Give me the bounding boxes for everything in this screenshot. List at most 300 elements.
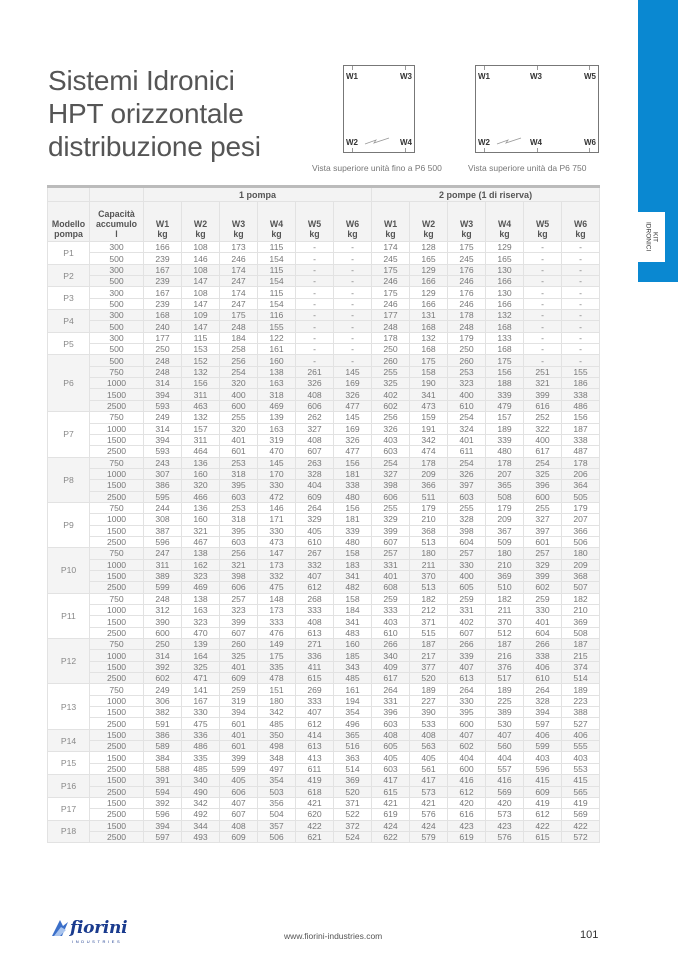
- weight-cell: 524: [334, 831, 372, 842]
- weight-cell: 333: [372, 605, 410, 616]
- weight-cell: 246: [448, 298, 486, 309]
- capacity-cell: 2500: [90, 582, 144, 593]
- capacity-cell: 1000: [90, 423, 144, 434]
- weight-cell: 163: [258, 423, 296, 434]
- weight-cell: 254: [220, 366, 258, 377]
- weight-cell: 602: [524, 582, 562, 593]
- col-header-w4: W4 kg: [258, 202, 296, 242]
- weight-cell: 151: [258, 684, 296, 695]
- capacity-cell: 2500: [90, 741, 144, 752]
- weight-cell: 319: [258, 434, 296, 445]
- weight-cell: 354: [334, 707, 372, 718]
- weight-cell: 390: [144, 616, 182, 627]
- weight-cell: 490: [182, 786, 220, 797]
- table-row: [48, 468, 600, 479]
- weight-cell: 136: [182, 457, 220, 468]
- weight-cell: 138: [258, 366, 296, 377]
- weight-cell: 323: [448, 378, 486, 389]
- weight-cell: 342: [410, 434, 448, 445]
- weight-cell: 400: [524, 434, 562, 445]
- weight-cell: 368: [410, 525, 448, 536]
- weight-cell: 516: [334, 741, 372, 752]
- weight-cell: 322: [524, 423, 562, 434]
- weight-cell: 477: [334, 446, 372, 457]
- weight-cell: 161: [334, 684, 372, 695]
- table-row: [48, 514, 600, 525]
- weight-cell: 421: [410, 797, 448, 808]
- weight-cell: 601: [220, 446, 258, 457]
- weight-cell: 179: [410, 502, 448, 513]
- table-row: [48, 570, 600, 581]
- weight-cell: 209: [486, 514, 524, 525]
- label-w1: W1: [478, 72, 490, 81]
- arrow-icon: [496, 137, 522, 145]
- table-row: [48, 491, 600, 502]
- col-header-w3: W3 kg: [220, 202, 258, 242]
- table-row: [48, 616, 600, 627]
- weight-cell: 390: [410, 707, 448, 718]
- weight-cell: -: [334, 332, 372, 343]
- weight-cell: 156: [562, 412, 600, 423]
- weight-cell: 610: [296, 536, 334, 547]
- weight-cell: 407: [448, 729, 486, 740]
- weight-cell: 264: [296, 502, 334, 513]
- capacity-cell: 2500: [90, 400, 144, 411]
- weight-cell: 217: [410, 650, 448, 661]
- weight-cell: -: [524, 276, 562, 287]
- weight-cell: 158: [334, 593, 372, 604]
- weight-cell: 207: [486, 468, 524, 479]
- weight-cell: 132: [410, 332, 448, 343]
- weight-cell: 211: [410, 559, 448, 570]
- weight-cell: 620: [296, 809, 334, 820]
- weight-cell: 266: [448, 639, 486, 650]
- capacity-cell: 300: [90, 264, 144, 275]
- weight-cell: 328: [296, 468, 334, 479]
- weight-cell: 178: [372, 332, 410, 343]
- weight-cell: 517: [486, 673, 524, 684]
- weight-cell: 190: [410, 378, 448, 389]
- weight-cell: 329: [372, 514, 410, 525]
- weight-cell: 254: [448, 457, 486, 468]
- weight-cell: -: [562, 287, 600, 298]
- weight-cell: 573: [410, 786, 448, 797]
- weight-cell: 248: [220, 321, 258, 332]
- weight-cell: 420: [486, 797, 524, 808]
- weight-cell: -: [296, 355, 334, 366]
- weight-cell: 260: [448, 355, 486, 366]
- weight-cell: 320: [220, 423, 258, 434]
- table-row: [48, 684, 600, 695]
- weight-cell: 403: [372, 616, 410, 627]
- weight-cell: 423: [486, 820, 524, 831]
- weight-cell: 257: [372, 548, 410, 559]
- weight-cell: 255: [220, 412, 258, 423]
- weight-cell: 256: [372, 412, 410, 423]
- model-cell: P16: [48, 775, 90, 798]
- weight-cell: 175: [448, 242, 486, 253]
- weight-cell: 264: [372, 684, 410, 695]
- weight-cell: 129: [410, 264, 448, 275]
- weight-cell: 308: [144, 514, 182, 525]
- weight-cell: -: [524, 310, 562, 321]
- weight-cell: 132: [182, 412, 220, 423]
- table-row: [48, 593, 600, 604]
- weight-cell: 603: [220, 491, 258, 502]
- weight-cell: 154: [258, 276, 296, 287]
- model-cell: P11: [48, 593, 90, 638]
- capacity-cell: 2500: [90, 763, 144, 774]
- weight-cell: -: [334, 298, 372, 309]
- weight-cell: 367: [486, 525, 524, 536]
- weight-cell: 356: [258, 797, 296, 808]
- weight-cell: 377: [410, 661, 448, 672]
- weight-cell: 166: [486, 298, 524, 309]
- weight-cell: 333: [258, 616, 296, 627]
- weight-cell: 572: [562, 831, 600, 842]
- weight-cell: 612: [448, 786, 486, 797]
- weight-cell: 173: [258, 559, 296, 570]
- weight-cell: 194: [334, 695, 372, 706]
- table-row: [48, 423, 600, 434]
- weight-cell: 366: [410, 480, 448, 491]
- weight-cell: -: [562, 332, 600, 343]
- capacity-cell: 2500: [90, 491, 144, 502]
- weight-cell: -: [562, 264, 600, 275]
- weight-cell: 339: [486, 389, 524, 400]
- weight-cell: 157: [486, 412, 524, 423]
- weight-cell: 253: [220, 457, 258, 468]
- weight-cell: 323: [220, 605, 258, 616]
- weight-cell: 417: [410, 775, 448, 786]
- weight-cell: 600: [144, 627, 182, 638]
- weight-cell: 406: [524, 661, 562, 672]
- table-row: [48, 820, 600, 831]
- weight-cell: 384: [144, 752, 182, 763]
- capacity-cell: 1500: [90, 389, 144, 400]
- weight-cell: 331: [372, 559, 410, 570]
- weight-cell: 250: [144, 344, 182, 355]
- weight-cell: 108: [182, 287, 220, 298]
- weight-cell: 147: [258, 548, 296, 559]
- weight-cell: -: [562, 253, 600, 264]
- weight-cell: 397: [524, 525, 562, 536]
- capacity-cell: 2500: [90, 786, 144, 797]
- weight-cell: 311: [182, 389, 220, 400]
- weight-cell: 506: [562, 536, 600, 547]
- weight-cell: 607: [220, 809, 258, 820]
- weight-cell: 395: [448, 707, 486, 718]
- weight-cell: 613: [448, 673, 486, 684]
- label-w2: W2: [478, 138, 490, 147]
- weight-cell: 259: [220, 684, 258, 695]
- weight-cell: 321: [220, 559, 258, 570]
- weight-cell: 165: [410, 253, 448, 264]
- weight-cell: 225: [486, 695, 524, 706]
- weight-cell: 513: [410, 582, 448, 593]
- capacity-cell: 1000: [90, 650, 144, 661]
- capacity-cell: 1500: [90, 707, 144, 718]
- capacity-cell: 1500: [90, 570, 144, 581]
- capacity-cell: 500: [90, 253, 144, 264]
- weight-cell: 408: [296, 616, 334, 627]
- weight-cell: 186: [562, 378, 600, 389]
- weight-cell: 475: [258, 582, 296, 593]
- weight-cell: 320: [182, 480, 220, 491]
- weight-cell: 561: [410, 763, 448, 774]
- weight-cell: -: [296, 276, 334, 287]
- weight-cell: 606: [220, 786, 258, 797]
- weight-cell: 395: [220, 480, 258, 491]
- weight-cell: 477: [334, 400, 372, 411]
- weight-cell: -: [562, 298, 600, 309]
- weight-cell: 246: [372, 276, 410, 287]
- table-row: [48, 763, 600, 774]
- weight-cell: 178: [448, 310, 486, 321]
- weight-cell: 557: [486, 763, 524, 774]
- weight-cell: 251: [524, 366, 562, 377]
- capacity-cell: 500: [90, 298, 144, 309]
- weight-cell: 260: [372, 355, 410, 366]
- weight-cell: 560: [486, 741, 524, 752]
- weight-cell: 145: [334, 366, 372, 377]
- weight-cell: 209: [562, 559, 600, 570]
- weight-cell: 513: [410, 536, 448, 547]
- weight-cell: 422: [296, 820, 334, 831]
- model-cell: P8: [48, 457, 90, 502]
- weight-cell: 239: [144, 298, 182, 309]
- weight-cell: 245: [372, 253, 410, 264]
- weight-cell: 485: [334, 673, 372, 684]
- diagram-small-caption: Vista superiore unità fino a P6 500: [312, 163, 442, 173]
- weight-cell: 319: [220, 695, 258, 706]
- weight-cell: 177: [144, 332, 182, 343]
- weight-cell: 158: [410, 366, 448, 377]
- weight-cell: 165: [486, 253, 524, 264]
- capacity-cell: 750: [90, 457, 144, 468]
- table-row: [48, 253, 600, 264]
- weight-cell: 421: [296, 797, 334, 808]
- weight-cell: 421: [372, 797, 410, 808]
- weight-cell: 227: [410, 695, 448, 706]
- label-w3: W3: [530, 72, 542, 81]
- weight-cell: 576: [410, 809, 448, 820]
- weight-cell: 563: [410, 741, 448, 752]
- weight-cell: 611: [296, 763, 334, 774]
- model-cell: P1: [48, 242, 90, 265]
- weight-cell: 129: [410, 287, 448, 298]
- capacity-cell: 300: [90, 287, 144, 298]
- weight-cell: 324: [448, 423, 486, 434]
- capacity-cell: 1500: [90, 752, 144, 763]
- table-row: [48, 741, 600, 752]
- weight-cell: 409: [372, 661, 410, 672]
- capacity-cell: 1500: [90, 661, 144, 672]
- weight-cell: 369: [486, 570, 524, 581]
- weight-cell: 617: [524, 446, 562, 457]
- weight-cell: 326: [334, 434, 372, 445]
- weight-cell: 340: [182, 775, 220, 786]
- weight-cell: -: [296, 287, 334, 298]
- weight-cell: 115: [182, 332, 220, 343]
- weight-cell: 508: [486, 491, 524, 502]
- weight-cell: 365: [486, 480, 524, 491]
- weight-cell: 401: [220, 434, 258, 445]
- weight-cell: 612: [524, 809, 562, 820]
- capacity-cell: 1000: [90, 514, 144, 525]
- weight-cell: 599: [144, 582, 182, 593]
- weight-cell: 248: [372, 321, 410, 332]
- weight-cell: 152: [182, 355, 220, 366]
- weight-cell: 314: [144, 378, 182, 389]
- table-row: [48, 559, 600, 570]
- weight-cell: 407: [220, 797, 258, 808]
- weight-cell: 594: [144, 786, 182, 797]
- weight-cell: 415: [524, 775, 562, 786]
- weight-cell: 599: [220, 763, 258, 774]
- weight-cell: 175: [258, 650, 296, 661]
- weight-cell: 109: [182, 310, 220, 321]
- weight-cell: 485: [258, 718, 296, 729]
- fiorini-logo: [50, 918, 128, 944]
- weight-cell: 579: [410, 831, 448, 842]
- weight-cell: 156: [486, 366, 524, 377]
- weight-cell: 610: [372, 627, 410, 638]
- weight-cell: 404: [296, 480, 334, 491]
- weight-cell: 406: [562, 729, 600, 740]
- weight-cell: 398: [220, 570, 258, 581]
- weight-cell: 401: [372, 570, 410, 581]
- weight-cell: 615: [296, 673, 334, 684]
- weight-cell: 166: [144, 242, 182, 253]
- weight-cell: 338: [334, 480, 372, 491]
- weight-cell: 406: [524, 729, 562, 740]
- weight-cell: 328: [524, 695, 562, 706]
- table-row: [48, 582, 600, 593]
- weight-cell: 476: [258, 627, 296, 638]
- weight-cell: 520: [334, 786, 372, 797]
- label-w5: W5: [584, 72, 596, 81]
- weight-cell: 146: [258, 502, 296, 513]
- weight-cell: 472: [258, 491, 296, 502]
- weight-cell: 216: [486, 650, 524, 661]
- weight-cell: 178: [562, 457, 600, 468]
- weight-cell: 369: [334, 775, 372, 786]
- weight-cell: 400: [448, 570, 486, 581]
- weight-cell: 401: [448, 434, 486, 445]
- weight-cell: 332: [258, 570, 296, 581]
- model-cell: P5: [48, 332, 90, 355]
- weight-cell: 603: [372, 763, 410, 774]
- weight-cell: 401: [524, 616, 562, 627]
- section-tab: [638, 212, 665, 262]
- weight-cell: 371: [334, 797, 372, 808]
- weight-cell: 402: [448, 616, 486, 627]
- weight-cell: 576: [486, 831, 524, 842]
- weight-cell: 132: [182, 366, 220, 377]
- weight-cell: 247: [220, 298, 258, 309]
- weight-cell: 603: [220, 536, 258, 547]
- weight-cell: 179: [562, 502, 600, 513]
- table-row: [48, 627, 600, 638]
- weight-cell: -: [524, 344, 562, 355]
- weight-cell: 470: [258, 446, 296, 457]
- col-header-w4: W4 kg: [486, 202, 524, 242]
- capacity-cell: 1000: [90, 695, 144, 706]
- weight-cell: 145: [258, 457, 296, 468]
- weight-cell: -: [562, 242, 600, 253]
- weight-cell: 338: [524, 650, 562, 661]
- weight-cell: 396: [372, 707, 410, 718]
- weight-cell: 419: [562, 797, 600, 808]
- weight-cell: 267: [296, 548, 334, 559]
- table-row: [48, 264, 600, 275]
- weight-cell: 413: [296, 752, 334, 763]
- weight-cell: 589: [144, 741, 182, 752]
- table-row: [48, 310, 600, 321]
- weight-cell: 394: [144, 389, 182, 400]
- weight-cell: 182: [486, 593, 524, 604]
- weight-cell: 596: [524, 763, 562, 774]
- weight-cell: 338: [562, 389, 600, 400]
- weight-cell: 604: [524, 627, 562, 638]
- weight-cell: 163: [258, 378, 296, 389]
- weight-cell: 414: [296, 729, 334, 740]
- capacity-cell: 1500: [90, 434, 144, 445]
- weight-cell: 480: [486, 446, 524, 457]
- weight-cell: 389: [144, 570, 182, 581]
- weight-cell: 189: [486, 423, 524, 434]
- weight-cell: 497: [258, 763, 296, 774]
- weight-cell: 184: [334, 605, 372, 616]
- weight-cell: 132: [486, 310, 524, 321]
- weight-cell: -: [296, 242, 334, 253]
- weight-cell: 174: [220, 287, 258, 298]
- weight-cell: -: [524, 355, 562, 366]
- capacity-cell: 750: [90, 639, 144, 650]
- weight-cell: 387: [144, 525, 182, 536]
- weight-cell: 155: [258, 321, 296, 332]
- weight-cell: 330: [182, 707, 220, 718]
- weight-cell: 256: [220, 355, 258, 366]
- diagram-small: [343, 65, 415, 153]
- capacity-cell: 750: [90, 412, 144, 423]
- weight-cell: 416: [448, 775, 486, 786]
- website-url[interactable]: www.fiorini-industries.com: [284, 931, 383, 941]
- weight-cell: 474: [410, 446, 448, 457]
- weight-cell: 318: [258, 389, 296, 400]
- title-line: HPT orizzontale: [48, 98, 244, 129]
- weight-cell: 569: [486, 786, 524, 797]
- weight-cell: -: [334, 242, 372, 253]
- weight-cell: 403: [562, 752, 600, 763]
- group-header-1-pump: 1 pompa: [144, 187, 372, 202]
- weight-cell: 254: [448, 412, 486, 423]
- weight-cell: 178: [410, 457, 448, 468]
- weight-cell: 607: [220, 627, 258, 638]
- weight-cell: 400: [448, 389, 486, 400]
- weight-cell: 246: [448, 276, 486, 287]
- weight-cell: -: [562, 321, 600, 332]
- weight-cell: 249: [144, 412, 182, 423]
- table-row: [48, 786, 600, 797]
- weight-cell: 108: [182, 264, 220, 275]
- capacity-cell: 300: [90, 242, 144, 253]
- weight-cell: 155: [562, 366, 600, 377]
- table-row: [48, 525, 600, 536]
- weight-cell: 505: [562, 491, 600, 502]
- weight-cell: 419: [296, 775, 334, 786]
